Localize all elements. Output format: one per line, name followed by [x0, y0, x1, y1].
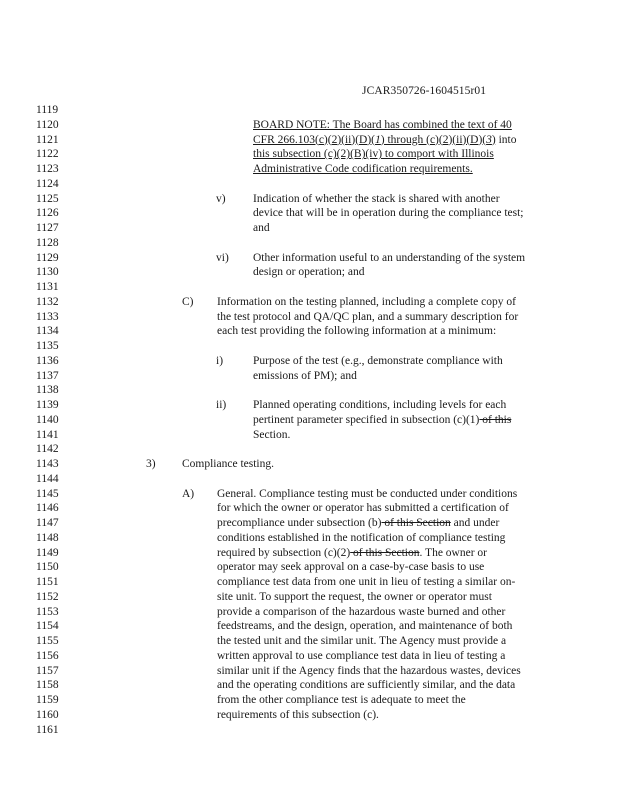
line-number: 1119: [36, 104, 59, 116]
item-a-line-9: provide a comparison of the hazardous waste burned and other: [217, 605, 506, 618]
line-number: 1149: [36, 546, 59, 559]
item-a-line-14: and the operating conditions are sufficiently similar, and the data: [217, 679, 516, 692]
line-number: 1153: [36, 605, 59, 618]
line-number: 1137: [36, 369, 59, 382]
item-ii-line-1: ii) Planned operating conditions, including levels for each: [216, 399, 507, 411]
item-i-label: i): [216, 354, 224, 367]
item-a-line-11: the tested unit and the similar unit. The Agency must provide a: [217, 635, 507, 647]
line-number: 1159: [36, 694, 59, 706]
item-a-line-12: written approval to use compliance test data in lieu of testing a: [217, 649, 506, 662]
item-ii-line-2: pertinent parameter specified in subsection (c)(1) of this: [253, 413, 512, 426]
line-number: 1131: [36, 281, 59, 293]
line-number: 1135: [36, 340, 59, 352]
line-number: 1144: [36, 472, 59, 485]
line-number: 1154: [36, 620, 59, 633]
board-note-line-2: CFR 266.103(c)(2)(ii)(D)(1) through (c)(2)(ii)(D)(3) into: [253, 133, 517, 146]
line-number: 1124: [36, 177, 59, 190]
item-vi-line-1: vi) Other information useful to an understanding of the system: [216, 251, 526, 264]
line-number: 1146: [36, 502, 59, 515]
line-number: 1129: [36, 251, 59, 264]
line-number: 1133: [36, 310, 59, 323]
item-a-line-7: compliance test data from one unit in lieu of testing a similar on-: [217, 576, 516, 588]
item-v-line-3: and: [253, 222, 270, 234]
line-number: 1141: [36, 428, 59, 441]
item-c-line-3: each test providing the following information at a minimum:: [217, 325, 497, 338]
item-v-label: v): [216, 192, 226, 205]
line-number: 1140: [36, 413, 59, 426]
item-3-label: 3): [146, 458, 156, 470]
item-ii-label: ii): [216, 399, 227, 411]
line-number: 1152: [36, 590, 59, 603]
line-number: 1136: [36, 354, 59, 367]
line-number: 1158: [36, 679, 59, 692]
line-number: 1134: [36, 325, 59, 338]
item-a-line-8: site unit. To support the request, the owner or operator must: [217, 590, 492, 603]
line-number: 1132: [36, 295, 59, 308]
line-number: 1147: [36, 517, 59, 529]
line-number: 1122: [36, 148, 59, 161]
line-number: 1151: [36, 576, 59, 588]
line-number: 1123: [36, 163, 59, 175]
line-number: 1138: [36, 384, 59, 397]
item-a-line-10: feedstreams, and the design, operation, and maintenance of both: [217, 620, 513, 633]
line-number: 1143: [36, 458, 59, 470]
board-note-line-3: this subsection (c)(2)(B)(iv) to comport with Illinois: [253, 148, 494, 161]
line-number: 1148: [36, 531, 59, 544]
line-number: 1120: [36, 118, 59, 131]
item-c-line-2: the test protocol and QA/QC plan, and a summary description for: [217, 310, 519, 323]
item-a-line-1: A) General. Compliance testing must be conducted under conditions: [182, 487, 518, 500]
item-v-line-2: device that will be in operation during the compliance test;: [253, 207, 524, 220]
item-vi-line-2: design or operation; and: [253, 266, 365, 279]
item-a-label: A): [182, 487, 195, 500]
item-a-line-2: for which the owner or operator has submitted a certification of: [217, 502, 509, 515]
item-ii-line-3: Section.: [253, 428, 291, 441]
line-number: 1126: [36, 207, 59, 220]
item-a-line-16: requirements of this subsection (c).: [217, 708, 379, 721]
item-i-line-2: emissions of PM); and: [253, 369, 357, 382]
item-vi-label: vi): [216, 251, 229, 264]
line-number: 1121: [36, 133, 59, 146]
line-number: 1127: [36, 222, 59, 234]
item-a-line-13: similar unit if the Agency finds that the hazardous wastes, devices: [217, 664, 521, 677]
item-v-line-1: v) Indication of whether the stack is shared with another: [216, 192, 500, 205]
item-c-line-1: C) Information on the testing planned, including a complete copy of: [182, 295, 516, 308]
item-a-line-6: operator may seek approval on a case-by-case basis to use: [217, 561, 485, 574]
line-number: 1156: [36, 649, 59, 662]
line-number: 1161: [36, 723, 59, 736]
document-id: JCAR350726-1604515r01: [362, 85, 487, 97]
board-note-line-4: Administrative Code codification requirements.: [253, 163, 473, 175]
line-number: 1157: [36, 664, 59, 677]
item-c-label: C): [182, 295, 194, 308]
item-a-line-4: conditions established in the notification of compliance testing: [217, 531, 506, 544]
line-number: 1139: [36, 399, 59, 411]
line-number: 1128: [36, 236, 59, 249]
item-a-line-15: from the other compliance test is adequate to meet the: [217, 694, 466, 706]
line-number: 1155: [36, 635, 59, 647]
line-number: 1145: [36, 487, 59, 500]
board-note-line-1: BOARD NOTE: The Board has combined the text of 40: [253, 118, 512, 131]
item-a-line-5: required by subsection (c)(2) of this Section. The owner or: [217, 546, 487, 559]
item-i-line-1: i) Purpose of the test (e.g., demonstrate compliance with: [216, 354, 503, 367]
line-number: 1150: [36, 561, 59, 574]
item-3-line: 3) Compliance testing.: [146, 458, 274, 470]
line-number: 1130: [36, 266, 59, 279]
line-number: 1160: [36, 708, 59, 721]
line-number: 1125: [36, 192, 59, 205]
item-a-line-3: precompliance under subsection (b) of this Section and under: [217, 517, 500, 529]
line-number: 1142: [36, 443, 59, 456]
